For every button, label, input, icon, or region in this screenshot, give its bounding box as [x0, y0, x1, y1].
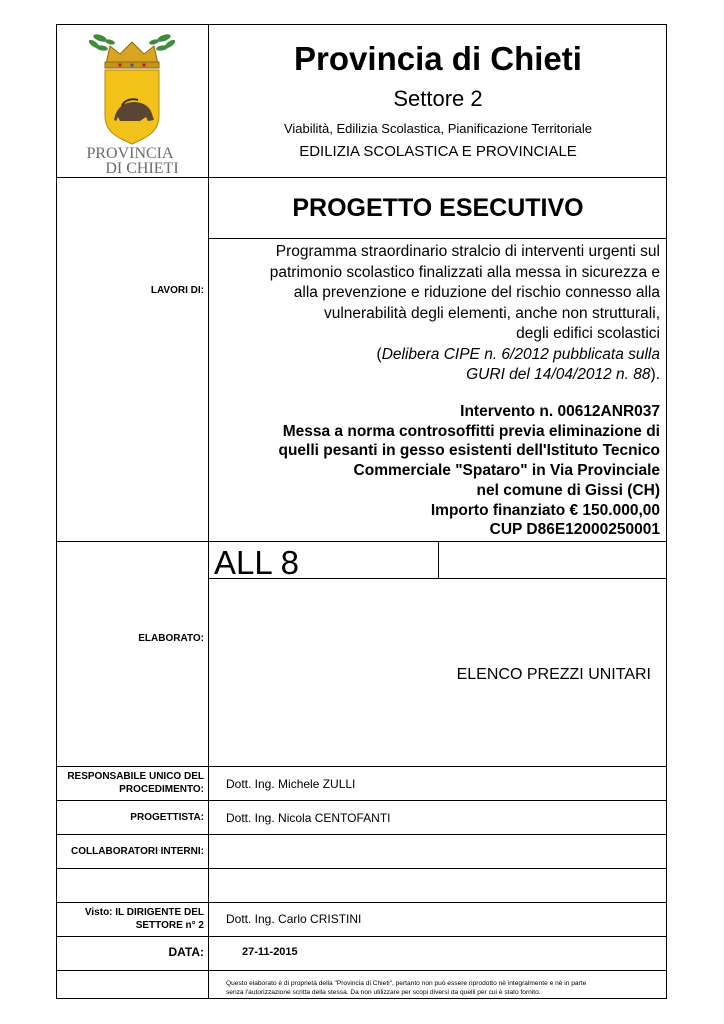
project-type: PROGETTO ESECUTIVO: [292, 194, 584, 222]
divider-elaborato: [56, 766, 667, 767]
intervento-line: quelli pesanti in gesso esistenti dell'Istituto Tecnico: [278, 442, 660, 460]
lavori-line: degli edifici scolastici: [516, 325, 660, 342]
divider-empty-row: [56, 902, 667, 903]
data-label: DATA:: [168, 945, 204, 959]
lavori-label: LAVORI DI:: [150, 285, 204, 296]
divider-progettista: [56, 834, 667, 835]
visto-label-line1: Visto: IL DIRIGENTE DEL: [84, 907, 204, 918]
importo-finanziato: Importo finanziato € 150.000,00: [430, 501, 660, 519]
visto-value: Dott. Ing. Carlo CRISTINI: [226, 912, 362, 926]
settore-label: Settore 2: [393, 86, 483, 111]
province-logo: [80, 28, 184, 176]
divider-collaboratori: [56, 868, 667, 869]
settore-subtitle: Viabilità, Edilizia Scolastica, Pianificazione Territoriale: [283, 121, 593, 136]
intervento-block: [225, 402, 660, 540]
coat-of-arms-icon: [80, 28, 184, 176]
lavori-description: [225, 242, 660, 386]
disclaimer-line1: Questo elaborato è di proprietà della "Provincia di Chieti", pertanto non può essere riprodotto nè integralmente e nè in parte: [226, 980, 587, 987]
data-value: 27-11-2015: [242, 946, 298, 958]
elaborato-title: ELENCO PREZZI UNITARI: [456, 666, 651, 683]
column-divider: [208, 24, 209, 999]
page-title: Provincia di Chieti: [294, 40, 582, 77]
allegato-number: ALL 8: [214, 544, 300, 581]
rup-label-line2: PROCEDIMENTO:: [119, 784, 204, 795]
lavori-line: alla prevenzione e riduzione del rischio connesso alla: [293, 284, 660, 301]
intervento-number: Intervento n. 00612ANR037: [460, 403, 660, 420]
collaboratori-label: COLLABORATORI INTERNI:: [71, 846, 204, 857]
intervento-line: Messa a norma controsoffitti previa eliminazione di: [282, 422, 660, 440]
guri-ref: GURI del 14/04/2012 n. 88: [466, 366, 651, 383]
paren-open: (: [376, 345, 382, 363]
divider-rup: [56, 800, 667, 801]
intervento-line: nel comune di Gissi (CH): [476, 481, 660, 499]
logo-text-line2: DI CHIETI: [105, 160, 179, 176]
visto-label: [85, 906, 204, 932]
lavori-line: [225, 345, 660, 366]
lavori-line: patrimonio scolastico finalizzati alla messa in sicurezza e: [269, 263, 660, 281]
divider-header: [56, 177, 667, 178]
paren-close: ).: [650, 366, 660, 383]
intervento-line: Commerciale "Spataro" in Via Provinciale: [353, 462, 660, 480]
rup-label: [67, 770, 204, 796]
lavori-line: Programma straordinario stralcio di interventi urgenti sul: [275, 243, 660, 260]
department-name: EDILIZIA SCOLASTICA E PROVINCIALE: [299, 143, 577, 160]
rup-value: Dott. Ing. Michele ZULLI: [226, 777, 356, 791]
all8-cell-divider: [438, 541, 439, 578]
progettista-label: PROGETTISTA:: [130, 812, 204, 823]
logo-text-line1: PROVINCIA: [86, 145, 174, 162]
delibera-ref: Delibera CIPE n. 6/2012 pubblicata sulla: [381, 345, 660, 363]
lavori-line: vulnerabilità degli elementi, anche non strutturali,: [323, 304, 660, 322]
visto-label-line2: SETTORE n° 2: [135, 920, 204, 931]
disclaimer-line2: senza l'autorizzazione scritta della stessa. Da non utilizzare per scopi diversi da quelli per cui è stato fornito.: [226, 988, 541, 996]
divider-visto: [56, 936, 667, 937]
disclaimer: [226, 980, 662, 997]
elaborato-label: ELABORATO:: [138, 633, 204, 644]
divider-data: [56, 970, 667, 971]
lavori-line: [225, 365, 660, 386]
cup-code: CUP D86E12000250001: [489, 521, 660, 539]
divider-project: [208, 238, 667, 239]
divider-lavori: [56, 541, 667, 542]
progettista-value: Dott. Ing. Nicola CENTOFANTI: [226, 811, 391, 825]
rup-label-line1: RESPONSABILE UNICO DEL: [67, 771, 204, 782]
